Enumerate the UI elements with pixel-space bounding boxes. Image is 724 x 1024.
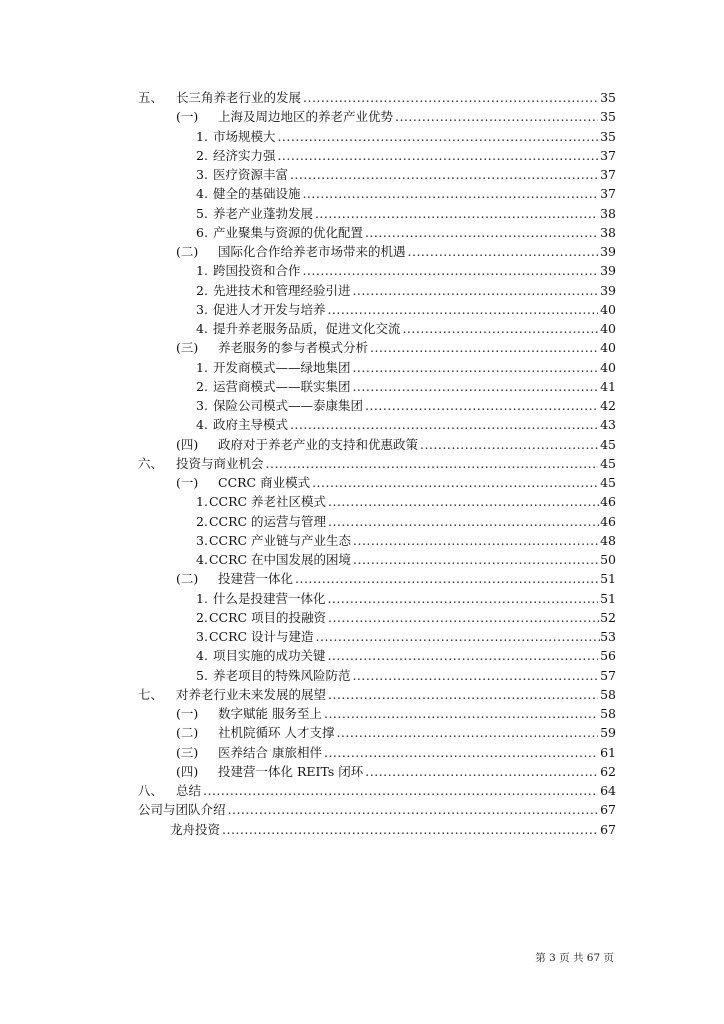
toc-entry-number: (三) [176, 340, 199, 356]
toc-entry-number: 3. [196, 301, 208, 317]
toc-entry-page: 64 [600, 783, 616, 798]
toc-entry[interactable] [138, 165, 616, 184]
toc-dot-leader [324, 743, 598, 762]
toc-entry-page: 35 [600, 90, 616, 105]
toc-dot-leader [316, 627, 601, 646]
toc-entry[interactable] [138, 473, 616, 492]
toc-entry-page: 40 [600, 301, 616, 317]
toc-entry[interactable] [138, 646, 616, 665]
toc-entry-page: 37 [600, 186, 616, 202]
toc-entry-number: 七、 [138, 686, 164, 702]
toc-entry[interactable] [138, 454, 616, 473]
toc-dot-leader [402, 319, 598, 338]
toc-entry-title: CCRC 在中国发展的困境 [208, 552, 352, 567]
toc-entry-number: 4. [196, 186, 208, 202]
toc-entry-title: CCRC 养老社区模式 [208, 494, 327, 510]
toc-entry-number: 6. [196, 224, 208, 240]
toc-dot-leader [353, 550, 600, 569]
toc-entry[interactable] [138, 589, 616, 608]
toc-entry-title: 健全的基础设施 [212, 186, 301, 202]
toc-entry-number: 2. [196, 609, 208, 625]
toc-entry-title: 医养结合 康旅相伴 [218, 744, 322, 760]
toc-dot-leader [352, 281, 598, 300]
toc-entry-page: 42 [600, 398, 616, 413]
toc-entry-title: 跨国投资和合作 [212, 263, 301, 279]
toc-entry-title: 保险公司模式——泰康集团 [212, 398, 363, 413]
toc-entry-title: 提升养老服务品质，促进文化交流 [212, 321, 401, 336]
toc-entry[interactable] [138, 223, 616, 242]
toc-entry[interactable] [138, 743, 616, 762]
toc-entry-title: 国际化合作给养老市场带来的机遇 [218, 244, 406, 259]
toc-entry-page: 37 [600, 147, 616, 163]
toc-entry[interactable] [138, 608, 616, 627]
toc-dot-leader [327, 646, 598, 665]
toc-dot-leader [352, 377, 598, 396]
toc-entry[interactable] [138, 762, 616, 781]
toc-dot-leader [352, 666, 598, 685]
toc-entry[interactable] [138, 627, 616, 646]
toc-entry-page: 37 [600, 167, 616, 182]
toc-entry-page: 41 [600, 378, 616, 394]
toc-entry-page: 46 [600, 494, 616, 510]
toc-entry-page: 67 [600, 802, 616, 818]
toc-entry-number: 五、 [138, 90, 164, 105]
page-footer [535, 950, 614, 965]
toc-entry[interactable] [138, 666, 616, 685]
toc-entry-page: 35 [600, 128, 616, 144]
toc-entry[interactable] [138, 281, 616, 300]
toc-entry-title: 什么是投建营一体化 [212, 590, 326, 606]
toc-entry[interactable] [138, 146, 616, 165]
toc-entry[interactable] [138, 377, 616, 396]
toc-entry[interactable] [138, 88, 616, 107]
toc-entry-title: 社机院循环 人才支撑 [218, 725, 335, 741]
toc-dot-leader [408, 242, 599, 261]
toc-entry-number: (一) [176, 475, 199, 490]
toc-entry-number: 3. [196, 532, 208, 548]
toc-entry[interactable] [138, 435, 616, 454]
toc-entry-number: 4. [196, 648, 208, 664]
toc-entry-number: 3. [196, 398, 208, 413]
toc-dot-leader [266, 454, 599, 473]
toc-entry[interactable] [138, 415, 616, 434]
toc-entry-title: 政府主导模式 [212, 417, 288, 433]
toc-dot-leader [328, 685, 598, 704]
toc-dot-leader [302, 184, 598, 203]
toc-entry-number: 2. [196, 282, 208, 298]
toc-dot-leader [365, 762, 598, 781]
toc-entry-number: 六、 [138, 455, 164, 471]
toc-entry[interactable] [138, 781, 616, 800]
toc-entry-title: CCRC 项目的投融资 [208, 609, 327, 625]
toc-entry-number: 4. [196, 321, 208, 336]
toc-dot-leader [365, 396, 598, 415]
toc-entry-page: 51 [600, 571, 616, 587]
toc-entry-number: 1. [196, 494, 208, 510]
toc-entry[interactable] [138, 204, 616, 223]
toc-dot-leader [370, 338, 598, 357]
toc-entry-title: 上海及周边地区的养老产业优势 [218, 109, 394, 125]
toc-entry-title: 养老产业蓬勃发展 [212, 205, 313, 221]
toc-dot-leader [303, 88, 598, 107]
toc-dot-leader [228, 800, 599, 819]
toc-entry[interactable] [138, 184, 616, 203]
toc-entry-title: 政府对于养老产业的支持和优惠政策 [218, 436, 419, 452]
toc-entry-page: 39 [600, 282, 616, 298]
toc-entry[interactable] [138, 396, 616, 415]
toc-entry-page: 59 [600, 725, 616, 741]
toc-entry-page: 67 [600, 821, 616, 837]
toc-entry-page: 56 [600, 648, 616, 664]
toc-entry-page: 57 [600, 667, 616, 683]
toc-entry-page: 52 [600, 609, 616, 625]
toc-entry-page: 51 [600, 590, 616, 606]
toc-entry-number: 1. [196, 359, 208, 375]
toc-entry-page: 38 [600, 205, 616, 221]
table-of-contents [138, 88, 616, 839]
toc-entry-title: 投资与商业机会 [176, 455, 264, 471]
toc-entry-title: 总结 [176, 783, 202, 798]
toc-dot-leader [365, 223, 598, 242]
toc-entry-title: 先进技术和管理经验引进 [212, 282, 351, 298]
toc-entry-title: 促进人才开发与培养 [212, 301, 326, 317]
toc-entry-title: 产业聚集与资源的优化配置 [212, 224, 363, 240]
toc-dot-leader [295, 569, 598, 588]
toc-entry-title: 投建营一体化 REITs 闭环 [218, 763, 364, 779]
toc-entry-number: (二) [176, 725, 199, 741]
toc-entry-page: 50 [600, 552, 616, 567]
toc-entry-page: 61 [600, 744, 616, 760]
toc-entry-title: CCRC 设计与建造 [208, 629, 314, 644]
toc-entry-page: 43 [600, 417, 616, 433]
toc-entry-page: 58 [600, 706, 616, 721]
toc-dot-leader [290, 165, 598, 184]
toc-entry-number: 5. [196, 667, 208, 683]
toc-entry-number: 2. [196, 513, 208, 529]
toc-entry-title: 项目实施的成功关键 [212, 648, 326, 664]
toc-entry-title: 医疗资源丰富 [212, 167, 288, 182]
toc-entry-number: 1. [196, 128, 208, 144]
toc-entry[interactable] [138, 300, 616, 319]
toc-entry-title: 养老项目的特殊风险防范 [212, 667, 351, 683]
toc-entry-title: 市场规模大 [212, 128, 276, 144]
toc-entry[interactable] [138, 319, 616, 338]
toc-entry-number: 4. [196, 552, 208, 567]
toc-entry[interactable] [138, 685, 616, 704]
toc-entry[interactable] [138, 261, 616, 280]
toc-entry-page: 45 [600, 455, 616, 471]
toc-entry-number: (二) [176, 244, 199, 259]
toc-entry[interactable] [138, 820, 616, 839]
toc-dot-leader [315, 204, 598, 223]
toc-entry-number: (二) [176, 571, 199, 587]
toc-entry-title: 龙舟投资 [170, 821, 221, 837]
toc-entry-title: CCRC 的运营与管理 [208, 513, 327, 529]
toc-entry[interactable] [138, 358, 616, 377]
toc-entry-number: 2. [196, 378, 208, 394]
toc-entry[interactable] [138, 569, 616, 588]
toc-entry-page: 38 [600, 224, 616, 240]
toc-entry-page: 48 [600, 532, 616, 548]
toc-entry-page: 62 [600, 763, 616, 779]
toc-dot-leader [203, 781, 598, 800]
toc-dot-leader [336, 723, 598, 742]
toc-entry-number: (四) [176, 763, 199, 779]
toc-entry[interactable] [138, 800, 616, 819]
toc-entry-page: 46 [600, 513, 616, 529]
toc-entry-page: 35 [600, 109, 616, 125]
toc-dot-leader [277, 127, 598, 146]
toc-dot-leader [302, 261, 598, 280]
toc-entry-page: 40 [600, 321, 616, 336]
toc-dot-leader [324, 704, 598, 723]
toc-entry[interactable] [138, 107, 616, 126]
toc-entry[interactable] [138, 704, 616, 723]
toc-entry-number: 1. [196, 590, 208, 606]
toc-entry[interactable] [138, 127, 616, 146]
toc-entry-number: 1. [196, 263, 208, 279]
toc-entry[interactable] [138, 531, 616, 550]
toc-entry-number: 4. [196, 417, 208, 433]
toc-entry-number: (三) [176, 744, 199, 760]
toc-entry-page: 45 [600, 475, 616, 490]
toc-dot-leader [277, 146, 598, 165]
toc-entry-number: 3. [196, 167, 208, 182]
toc-dot-leader [327, 300, 598, 319]
toc-entry-number: 5. [196, 205, 208, 221]
toc-entry[interactable] [138, 492, 616, 511]
toc-entry-title: 经济实力强 [212, 147, 276, 163]
toc-entry-number: 八、 [138, 783, 164, 798]
toc-entry-number: (一) [176, 706, 199, 721]
toc-dot-leader [327, 589, 598, 608]
toc-entry-title: 养老服务的参与者模式分析 [218, 340, 369, 356]
toc-entry-title: 开发商模式——绿地集团 [212, 359, 351, 375]
toc-entry-page: 53 [600, 629, 616, 644]
toc-entry[interactable] [138, 550, 616, 569]
toc-entry-page: 58 [600, 686, 616, 702]
toc-entry-number: 2. [196, 147, 208, 163]
toc-entry-number: (一) [176, 109, 199, 125]
toc-dot-leader [328, 492, 600, 511]
toc-dot-leader [353, 531, 600, 550]
toc-entry-number: 3. [196, 629, 208, 644]
toc-dot-leader [290, 415, 598, 434]
toc-entry-title: 运营商模式——联实集团 [212, 378, 351, 394]
toc-entry-page: 40 [600, 359, 616, 375]
toc-dot-leader [222, 820, 598, 839]
toc-dot-leader [328, 512, 600, 531]
page-number-label: 第 3 页 共 67 页 [535, 952, 614, 964]
toc-entry-page: 39 [600, 244, 616, 259]
toc-dot-leader [352, 358, 598, 377]
toc-entry-title: 对养老行业未来发展的展望 [176, 686, 327, 702]
toc-entry-page: 45 [600, 436, 616, 452]
toc-entry[interactable] [138, 338, 616, 357]
toc-entry-title: 数字赋能 服务至上 [218, 706, 322, 721]
toc-entry-title: 投建营一体化 [218, 571, 294, 587]
toc-entry-title: CCRC 商业模式 [218, 475, 311, 490]
toc-entry-title: 长三角养老行业的发展 [176, 90, 302, 105]
toc-entry[interactable] [138, 242, 616, 261]
toc-entry-page: 39 [600, 263, 616, 279]
toc-entry-title: CCRC 产业链与产业生态 [208, 532, 352, 548]
toc-entry[interactable] [138, 723, 616, 742]
toc-entry-number: (四) [176, 436, 199, 452]
toc-entry-title: 公司与团队介绍 [138, 802, 226, 818]
toc-dot-leader [395, 107, 598, 126]
toc-dot-leader [312, 473, 598, 492]
toc-dot-leader [420, 435, 598, 454]
toc-entry[interactable] [138, 512, 616, 531]
toc-dot-leader [328, 608, 600, 627]
toc-entry-page: 40 [600, 340, 616, 356]
